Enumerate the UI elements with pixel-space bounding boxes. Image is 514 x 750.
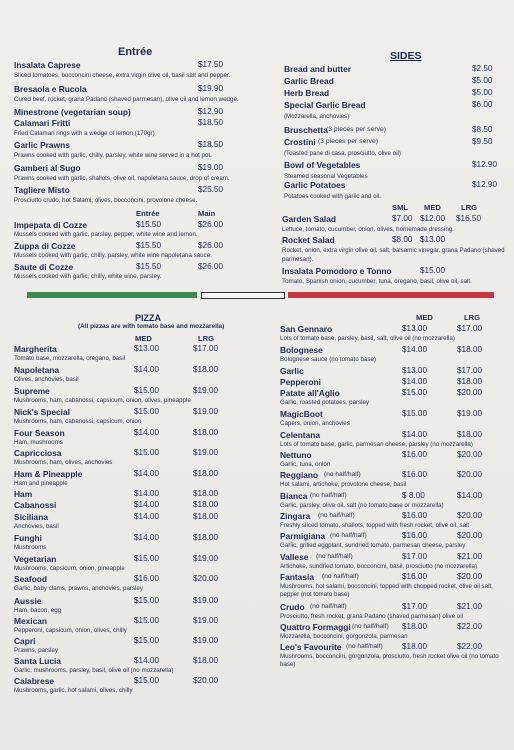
sides-item-desc: (Toasted pane di casa, prosciutto, olive oil) <box>284 150 401 157</box>
pizza-left-desc: Ham and pineapple <box>14 480 68 487</box>
pizza-left-desc: Mushrooms, capsicum, onion, pineapple <box>14 565 125 572</box>
pizza-left-lrg: $19.00 <box>193 448 219 457</box>
pizza-right-name: Leo's Favourite <box>280 642 342 652</box>
pizza-left-lrg: $17.00 <box>193 344 219 353</box>
pizza-left-desc: Mushrooms, ham, cabanossi, capsicum, onion <box>14 418 142 425</box>
pizza-right-desc: Prosciutto, fresh rocket, grana Padano (shaved parmesan) olive oil <box>280 613 463 620</box>
pizza-left-name: Cabanossi <box>14 500 57 510</box>
pizza-right-lrg: $21.00 <box>457 552 483 561</box>
pizza-right-name: Vallese <box>280 552 309 562</box>
pizza-right-note: (no half/half) <box>310 492 347 499</box>
pizza-left-desc: Pepperoni, capsicum, onion, olives, chilly <box>14 627 127 634</box>
pizza-right-note: (no half/half) <box>318 512 355 519</box>
entree-item-name: Gamberi al Sugo <box>14 163 81 173</box>
entree-item-name: Tagliere Misto <box>14 185 70 195</box>
pizza-right-med: $16.00 <box>402 572 428 581</box>
entree-col-entree: Entrée <box>136 209 160 218</box>
pizza-left-med: $15.00 <box>134 616 160 625</box>
salad-item-desc: Tomato, Spanish onion, cucumber, tuna, oregano, basil, olive oil, salt. <box>282 278 472 285</box>
sides-size-lrg: LRG <box>461 203 478 212</box>
pizza-right-desc: Capers, onion, anchovies <box>280 420 350 427</box>
salad-item-name: Rocket Salad <box>282 235 335 245</box>
sides-heading: SIDES <box>390 50 422 62</box>
pizza-left-desc: Mushrooms <box>14 544 47 551</box>
seafood-entree-price: $15.50 <box>136 262 162 271</box>
sides-item-name: Special Garlic Bread <box>284 100 366 110</box>
seafood-item-name: Impepata di Cozze <box>14 220 88 230</box>
pizza-right-note: (no half/half) <box>322 573 359 580</box>
salad-lrg-price: $16.50 <box>456 214 482 223</box>
pizza-left-desc: Garlic, baby clams, prawns, anchovies, parsley <box>14 585 143 592</box>
pizza-left-med: $14.00 <box>134 533 160 542</box>
pizza-right-note: (no half/half) <box>316 553 353 560</box>
seafood-main-price: $26.00 <box>198 262 224 271</box>
flag-green-bar <box>27 292 197 298</box>
pizza-left-lrg: $18.00 <box>193 489 219 498</box>
entree-item-desc: Sliced tomatoes, bocconcini cheese, extra virgin olive oil, basil salt and pepper. <box>14 72 231 79</box>
pizza-left-desc: Tomato base, mozzarella, oregano, basil <box>14 355 126 362</box>
pizza-right-lrg: $20.00 <box>457 450 483 459</box>
pizza-right-lrg: $17.00 <box>457 366 483 375</box>
pizza-col-lrg-left: LRG <box>198 334 215 343</box>
pizza-left-name: Nick's Special <box>14 407 70 417</box>
pizza-left-desc: Mushrooms, garlic, hot salami, olives, chilly <box>14 687 133 694</box>
pizza-right-med: $ 8.00 <box>402 491 425 500</box>
entree-item-price: $17.50 <box>198 60 224 69</box>
pizza-subheading: (All pizzas are with tomato base and mozzarella) <box>78 323 225 330</box>
seafood-item-name: Zuppa di Cozze <box>14 241 76 251</box>
pizza-right-med: $16.00 <box>402 450 428 459</box>
pizza-right-desc: Freshly sliced tomato, shallots, topped with fresh rocket, olive oil, salt <box>280 522 470 529</box>
pizza-right-name: Reggiano <box>280 470 319 480</box>
pizza-left-lrg: $20.00 <box>193 574 219 583</box>
pizza-left-desc: Anchovies, basil <box>14 523 59 530</box>
entree-item-desc: Fried Calamari rings with a wedge of lemon (170gr) <box>14 130 155 137</box>
pizza-left-lrg: $19.00 <box>193 386 219 395</box>
pizza-right-desc: Hot salami, artichoke, provolone cheese, basil <box>280 481 407 488</box>
pizza-right-name: Patate all'Aglio <box>280 388 340 398</box>
pizza-left-lrg: $19.00 <box>193 407 219 416</box>
sides-item-price: $9.50 <box>472 137 493 146</box>
entree-item-price: $18.50 <box>198 118 224 127</box>
pizza-right-name: Nettuno <box>280 450 312 460</box>
sides-item-price: $12.90 <box>472 180 498 189</box>
pizza-heading: PIZZA <box>135 313 161 323</box>
pizza-right-lrg: $14.00 <box>457 491 483 500</box>
pizza-right-lrg: $19.00 <box>457 409 483 418</box>
entree-item-desc: Prosciutto crudo, hot Salami, olives, bocconcini, provolone cheese. <box>14 197 198 204</box>
pizza-right-lrg: $20.00 <box>457 531 483 540</box>
flag-red-bar <box>288 292 494 298</box>
sides-item-price: $6.00 <box>472 100 493 109</box>
sides-item-name: Herb Bread <box>284 88 330 98</box>
pizza-right-med: $14.00 <box>402 377 428 386</box>
pizza-right-med: $15.00 <box>402 388 428 397</box>
pizza-right-lrg: $18.00 <box>457 377 483 386</box>
entree-item-name: Insalata Caprese <box>14 60 81 70</box>
pizza-left-name: Vegetarian <box>14 554 57 564</box>
pizza-right-desc: Garlic, grilled eggplant, sundried tomato, parmesan cheese, parsley <box>280 542 466 549</box>
pizza-left-name: Aussie <box>14 596 42 606</box>
pizza-right-lrg: $20.00 <box>457 511 483 520</box>
pizza-left-med: $15.00 <box>134 636 160 645</box>
sides-item-name: Crostini <box>284 137 316 147</box>
pizza-left-med: $15.00 <box>134 448 160 457</box>
pizza-col-med-left: MED <box>135 334 152 343</box>
pizza-right-note: (no half/half) <box>310 603 347 610</box>
flag-white-bar <box>201 292 285 299</box>
sides-item-name: Bread and butter <box>284 64 352 74</box>
salad-item-name: Insalata Pomodoro e Tonno <box>282 266 392 276</box>
pizza-left-desc: Prawns, parsley <box>14 647 59 654</box>
entree-item-name: Calamari Fritti <box>14 118 71 128</box>
sides-item-price: $5.00 <box>472 88 493 97</box>
pizza-left-med: $16.00 <box>134 574 160 583</box>
pizza-right-name: Crudo <box>280 602 305 612</box>
pizza-left-med: $15.00 <box>134 386 160 395</box>
pizza-left-med: $14.00 <box>134 500 160 509</box>
pizza-right-desc: Lots of tomato base, parsley, basil, salt, olive oil (no mozzarella) <box>280 335 455 342</box>
entree-heading: Entrée <box>118 46 153 58</box>
pizza-left-desc: Olives, anchovies, basil <box>14 376 79 383</box>
entree-col-main: Main <box>198 209 216 218</box>
pizza-right-lrg: $21.00 <box>457 602 483 611</box>
pizza-left-lrg: $18.00 <box>193 533 219 542</box>
sides-item-name: Garlic Bread <box>284 76 334 86</box>
sides-item-desc: Potatoes cooked with garlic and oil. <box>284 193 381 200</box>
pizza-col-med-right: MED <box>416 313 433 322</box>
seafood-entree-price: $15.50 <box>136 220 162 229</box>
pizza-col-lrg-right: LRG <box>464 313 481 322</box>
pizza-right-lrg: $20.00 <box>457 470 483 479</box>
pizza-right-name: Fantasia <box>280 572 314 582</box>
seafood-item-desc: Mussels cooked with garlic, chilly, white wine, parsley. <box>14 273 162 280</box>
pizza-left-name: Supreme <box>14 386 50 396</box>
entree-item-desc: Prawns cooked with garlic, chilly, parsley, white wine served in a hot pot. <box>14 152 212 159</box>
pizza-right-name: Quattro Formaggi <box>280 622 351 632</box>
salad-med-price: $13.00 <box>420 235 446 244</box>
pizza-left-med: $15.00 <box>134 554 160 563</box>
pizza-left-desc: Ham, mushrooms <box>14 439 63 446</box>
pizza-left-lrg: $19.00 <box>193 596 219 605</box>
pizza-left-lrg: $19.00 <box>193 616 219 625</box>
entree-item-price: $25.50 <box>198 185 224 194</box>
pizza-right-name: Bianca <box>280 491 308 501</box>
salad-med-price: $12.00 <box>420 214 446 223</box>
pizza-right-lrg: $22.00 <box>457 642 483 651</box>
sides-item-price: $8.50 <box>472 125 493 134</box>
pizza-left-name: Ham & Pineapple <box>14 469 83 479</box>
salad-sml-price: $8.00 <box>392 235 413 244</box>
pizza-left-name: Napoletana <box>14 365 60 375</box>
sides-item-name: Garlic Potatoes <box>284 180 346 190</box>
sides-item-note: (3 pieces per serve) <box>326 126 387 133</box>
pizza-right-med: $14.00 <box>402 430 428 439</box>
pizza-right-lrg: $20.00 <box>457 572 483 581</box>
pizza-right-med: $13.00 <box>402 324 428 333</box>
pizza-left-med: $14.00 <box>134 656 160 665</box>
pizza-left-med: $15.00 <box>134 596 160 605</box>
sides-item-price: $5.00 <box>472 76 493 85</box>
pizza-right-med: $17.00 <box>402 552 428 561</box>
pizza-left-lrg: $18.00 <box>193 469 219 478</box>
pizza-right-desc: Mushrooms, bocconcini, gorgonzola, prosciutto, fresh rocket olive oil (no tomato base) <box>280 653 499 668</box>
entree-item-desc: Prawns cooked with garlic, shallots, olive oil, napoletana sauce, drop of cream. <box>14 175 230 182</box>
entree-item-name: Garlic Prawns <box>14 140 70 150</box>
pizza-left-lrg: $18.00 <box>193 500 219 509</box>
pizza-left-med: $14.00 <box>134 512 160 521</box>
pizza-right-desc: Garlic, parsley, olive oil, salt (no tomato base or mozzarella) <box>280 502 444 509</box>
pizza-left-lrg: $18.00 <box>193 656 219 665</box>
pizza-right-name: San Gennaro <box>280 324 333 334</box>
pizza-left-med: $14.00 <box>134 428 160 437</box>
pizza-right-med: $13.00 <box>402 366 428 375</box>
entree-item-price: $12.90 <box>198 107 224 116</box>
pizza-right-med: $14.00 <box>402 345 428 354</box>
pizza-left-med: $13.00 <box>134 344 160 353</box>
seafood-main-price: $26.00 <box>198 241 224 250</box>
pizza-right-desc: Mozzarella, bocconcini, gorgonzola, parmesan <box>280 633 408 640</box>
sides-size-sml: SML <box>392 203 409 212</box>
pizza-right-med: $16.00 <box>402 470 428 479</box>
pizza-right-med: $15.00 <box>402 409 428 418</box>
salad-sml-price: $7.00 <box>392 214 413 223</box>
pizza-left-lrg: $19.00 <box>193 636 219 645</box>
pizza-left-med: $15.00 <box>134 676 160 685</box>
sides-item-price: $12.90 <box>472 160 498 169</box>
sides-item-desc: Steamed seasonal Vegetables <box>284 173 368 180</box>
pizza-left-desc: Mushrooms, ham, olives, anchovies <box>14 459 113 466</box>
pizza-left-lrg: $19.00 <box>193 554 219 563</box>
seafood-item-desc: Mussels cooked with garlic, parsley, pepper, white wine and lemon. <box>14 231 198 238</box>
pizza-left-name: Santa Lucia <box>14 656 62 666</box>
entree-item-price: $18.50 <box>198 140 224 149</box>
pizza-right-lrg: $18.00 <box>457 345 483 354</box>
pizza-left-desc: Ham, bacon, egg <box>14 607 62 614</box>
pizza-left-lrg: $18.00 <box>193 428 219 437</box>
pizza-right-med: $16.00 <box>402 531 428 540</box>
pizza-right-note: (no half/half) <box>330 532 367 539</box>
salad-item-desc: Rocket, onion, extra virgin olive oil, salt, balsamic vinegar, grana Padano (shaved parmesan). <box>282 247 505 263</box>
pizza-left-name: Mexican <box>14 616 48 626</box>
pizza-left-med: $15.00 <box>134 407 160 416</box>
pizza-right-name: Pepperoni <box>280 377 321 387</box>
pizza-right-note: (no half/half) <box>352 623 389 630</box>
pizza-left-desc: Mushrooms, ham, cabanossi, capsicum, onion, olives, pineapple <box>14 397 191 404</box>
pizza-right-desc: Mushrooms, hot salami, bocconcini, topped with chopped rocket, olive oil salt, pepper (not tomato base) <box>280 583 493 598</box>
pizza-right-desc: Garlic, roasted potatoes, parsley <box>280 399 370 406</box>
pizza-right-name: Celentana <box>280 430 321 440</box>
pizza-right-med: $16.00 <box>402 511 428 520</box>
salad-item-name: Garden Salad <box>282 214 336 224</box>
pizza-right-desc: Bolognese sauce (no tomato base) <box>280 356 376 363</box>
pizza-right-note: (no half/half) <box>324 471 361 478</box>
sides-item-desc: (Mozzarella, anchovies) <box>284 113 350 120</box>
pizza-right-name: Parmigiana <box>280 531 326 541</box>
pizza-right-name: Garlic <box>280 366 304 376</box>
pizza-left-name: Margherita <box>14 344 57 354</box>
pizza-right-desc: Lots of tomato base, garlic, parmesan cheese, parsley (no mozzarella) <box>280 441 473 448</box>
salad-item-desc: Lettuce, tomato, cucumber, onion, olives, homemade dressing. <box>282 226 454 233</box>
sides-item-note: (3 pieces per serve) <box>318 138 379 145</box>
seafood-entree-price: $15.50 <box>136 241 162 250</box>
pizza-right-med: $18.00 <box>402 622 428 631</box>
pizza-left-lrg: $20.00 <box>193 676 219 685</box>
pizza-left-name: Capri <box>14 636 36 646</box>
pizza-left-med: $14.00 <box>134 489 160 498</box>
pizza-right-lrg: $17.00 <box>457 324 483 333</box>
pizza-left-name: Funghi <box>14 533 42 543</box>
pizza-left-med: $14.00 <box>134 469 160 478</box>
entree-item-name: Bresaola e Rucola <box>14 84 87 94</box>
pizza-left-med: $14.00 <box>134 365 160 374</box>
pizza-right-name: Zingara <box>280 511 311 521</box>
sides-item-price: $2.50 <box>472 64 493 73</box>
pizza-right-desc: Garlic, tuna, onion <box>280 461 331 468</box>
pizza-right-note: (no half/half) <box>346 643 383 650</box>
sides-size-med: MED <box>424 203 441 212</box>
pizza-left-name: Siciliana <box>14 512 48 522</box>
seafood-main-price: $26.00 <box>198 220 224 229</box>
pizza-right-lrg: $18.00 <box>457 430 483 439</box>
pizza-right-name: Bolognese <box>280 345 323 355</box>
sides-item-name: Bowl of Vegetables <box>284 160 361 170</box>
pizza-left-name: Ham <box>14 489 33 499</box>
seafood-item-name: Saute di Cozze <box>14 262 74 272</box>
salad-med-price: $15.00 <box>420 266 446 275</box>
entree-item-desc: Cured beef, rocket, grana Padano (shaved parmesan), olive oil and lemon wedge. <box>14 96 239 103</box>
pizza-right-name: MagicBoot <box>280 409 323 419</box>
pizza-left-name: Calabrese <box>14 676 55 686</box>
pizza-right-med: $18.00 <box>402 642 428 651</box>
pizza-left-name: Four Season <box>14 428 65 438</box>
entree-item-name: Minestrone (vegetarian soup) <box>14 107 131 117</box>
seafood-item-desc: Mussels cooked with garlic, chilly, parsley, white wine napoletana sauce. <box>14 252 212 259</box>
entree-item-price: $19.00 <box>198 163 224 172</box>
sides-item-name: Bruschetta <box>284 125 328 135</box>
entree-item-price: $19.90 <box>198 84 224 93</box>
pizza-left-lrg: $18.00 <box>193 512 219 521</box>
pizza-right-lrg: $20.00 <box>457 388 483 397</box>
pizza-left-desc: Garlic, mushrooms, parsley, basil, olive oil (no mozzarella) <box>14 667 174 674</box>
pizza-left-name: Capricciosa <box>14 448 62 458</box>
pizza-left-lrg: $18.00 <box>193 365 219 374</box>
pizza-right-desc: Artichoke, sundried tomato, bocconcini, basil, prosciutto (no mozzarella) <box>280 563 478 570</box>
pizza-right-med: $17.00 <box>402 602 428 611</box>
pizza-left-name: Seafood <box>14 574 48 584</box>
pizza-right-lrg: $22.00 <box>457 622 483 631</box>
